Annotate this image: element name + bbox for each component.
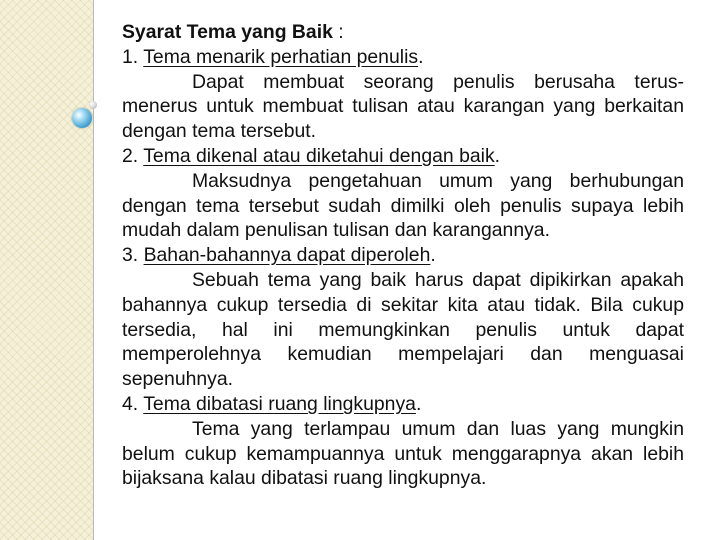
list-item-3 [122, 243, 684, 268]
item-punct: . [430, 244, 436, 267]
small-bullet-dot [89, 101, 97, 109]
slide-heading [122, 20, 684, 45]
item-punct: . [415, 392, 422, 415]
item-description: Dapat membuat seorang penulis berusaha terus-menerus untuk membuat tulisan atau karangan yang berkaitan dengan tema tersebut. [122, 70, 684, 143]
item-title: Tema dibatasi ruang lingkupnya [143, 392, 416, 415]
item-title: Bahan-bahannya dapat diperoleh [143, 244, 431, 267]
list-item-1 [122, 45, 684, 70]
item-number: 4. [122, 392, 144, 415]
blue-bullet-dot [72, 108, 92, 128]
heading-title: Syarat Tema yang Baik [122, 21, 333, 43]
item-punct: . [418, 45, 424, 68]
decorative-side-strip [0, 0, 93, 540]
list-item-2 [122, 144, 684, 169]
heading-suffix: : [332, 21, 344, 43]
item-title: Tema dikenal atau diketahui dengan baik [143, 144, 495, 167]
item-punct: . [494, 144, 501, 167]
vertical-divider [93, 0, 94, 540]
list-item-4 [122, 392, 684, 417]
item-number: 3. [122, 244, 144, 267]
item-number: 2. [122, 144, 144, 167]
item-title: Tema menarik perhatian penulis [143, 45, 419, 68]
item-description: Tema yang terlampau umum dan luas yang mungkin belum cukup kemampuannya untuk menggarapnya akan lebih bijaksana kalau dibatasi ruang lingkupnya. [122, 417, 684, 490]
slide-text [122, 20, 684, 491]
item-number: 1. [122, 45, 144, 68]
item-description: Maksudnya pengetahuan umum yang berhubungan dengan tema tersebut sudah dimilki oleh penulis supaya lebih mudah dalam penulisan tulisan dan karangannya. [122, 169, 684, 242]
item-description: Sebuah tema yang baik harus dapat dipikirkan apakah bahannya cukup tersedia di sekitar kita atau tidak. Bila cukup tersedia, hal ini memungkinkan penulis untuk dapat memperolehnya kemudian mempelajari dan menguasai sepenuhnya. [122, 268, 684, 391]
